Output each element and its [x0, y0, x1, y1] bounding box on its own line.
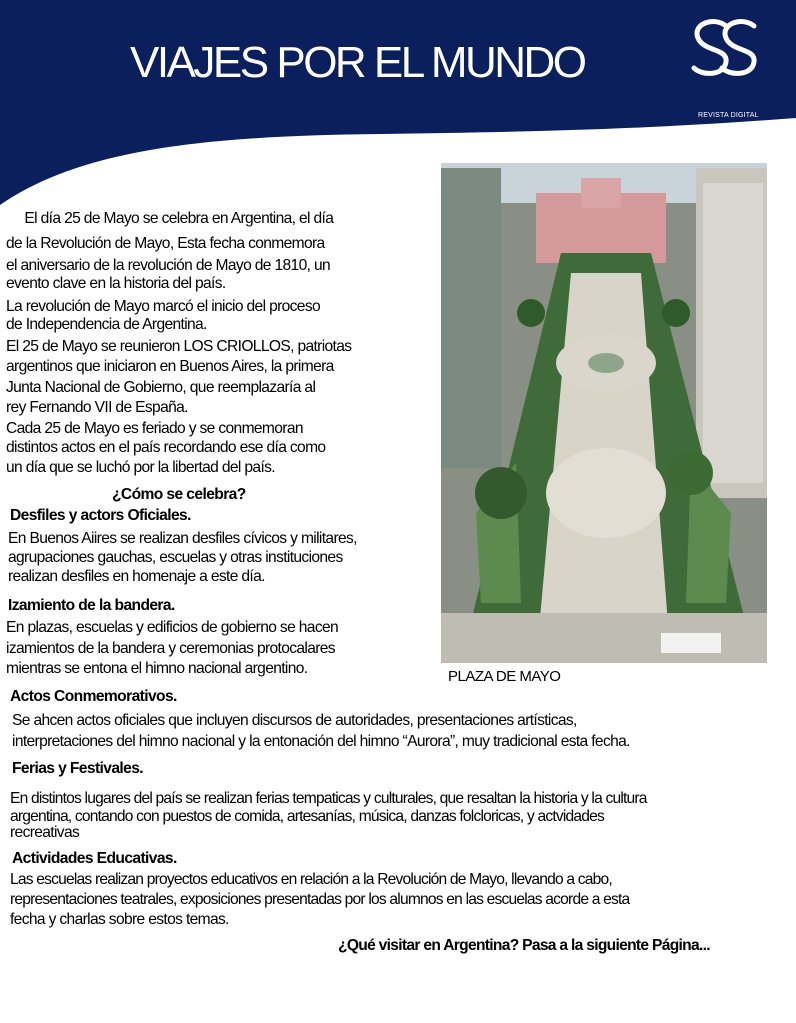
educativas-line: representaciones teatrales, exposiciones presentadas por los alumnos en las escuelas acorde a esta: [10, 891, 630, 908]
educativas-line: Las escuelas realizan proyectos educativos en relación a la Revolución de Mayo, llevando a cabo,: [10, 871, 612, 888]
educativas-line: fecha y charlas sobre estos temas.: [10, 911, 229, 928]
photo-caption: PLAZA DE MAYO: [448, 668, 561, 685]
intro-line: de la Revolución de Mayo, Esta fecha conmemora: [6, 235, 325, 252]
section-heading-desfiles: Desfiles y actors Oficiales.: [10, 507, 191, 524]
section-heading-educativas: Actividades Educativas.: [12, 850, 177, 867]
intro-line: argentinos que iniciaron en Buenos Aires, la primera: [6, 358, 334, 375]
intro-line: de Independencia de Argentina.: [6, 316, 207, 333]
section-question: ¿Cómo se celebra?: [112, 486, 246, 503]
intro-line: evento clave en la historia del país.: [6, 275, 226, 292]
intro-line: El 25 de Mayo se reunieron LOS CRIOLLOS, patriotas: [6, 338, 352, 355]
intro-line: La revolución de Mayo marcó el inicio del proceso: [6, 298, 320, 315]
desfiles-line: En Buenos Aiires se realizan desfiles cívicos y militares,: [8, 530, 357, 547]
desfiles-line: realizan desfiles en homenaje a este día.: [8, 568, 265, 585]
tagline: REVISTA DIGITAL: [698, 112, 759, 119]
section-heading-bandera: Izamiento de la bandera.: [8, 597, 175, 614]
section-heading-ferias: Ferias y Festivales.: [12, 760, 144, 777]
intro-line: Junta Nacional de Gobierno, que reemplazaría al: [6, 379, 316, 396]
ss-logo-icon: [688, 18, 762, 82]
section-heading-actos: Actos Conmemorativos.: [10, 688, 177, 705]
intro-line: el aniversario de la revolución de Mayo de 1810, un: [6, 257, 330, 274]
ferias-line: En distintos lugares del país se realizan ferias tempaticas y culturales, que resaltan la historia y la cultura: [10, 790, 647, 807]
intro-line: El día 25 de Mayo se celebra en Argentina, el día: [6, 210, 334, 227]
bandera-line: En plazas, escuelas y edificios de gobierno se hacen: [6, 619, 339, 636]
ferias-line: recreativas: [10, 824, 80, 841]
desfiles-line: agrupaciones gauchas, escuelas y otras instituciones: [8, 549, 343, 566]
plaza-de-mayo-photo: [441, 163, 767, 663]
bandera-line: mientras se entona el himno nacional argentino.: [6, 660, 308, 677]
next-page-cta: ¿Qué visitar en Argentina? Pasa a la siguiente Página...: [338, 937, 710, 954]
intro-line: un día que se luchó por la libertad del país.: [6, 459, 275, 476]
intro-line: Cada 25 de Mayo es feriado y se conmemoran: [6, 420, 303, 437]
intro-line: rey Fernando VII de España.: [6, 399, 188, 416]
page-title: VIAJES POR EL MUNDO: [130, 38, 585, 87]
actos-line: interpretaciones del himno nacional y la entonación del himno “Aurora”, muy tradicional esta fecha.: [12, 733, 630, 750]
actos-line: Se ahcen actos oficiales que incluyen discursos de autoridades, presentaciones artísticas,: [12, 712, 577, 729]
ferias-line: argentina, contando con puestos de comida, artesanías, música, danzas folcloricas, y actvidades: [10, 808, 605, 825]
intro-line: distintos actos en el país recordando ese día como: [6, 439, 326, 456]
bandera-line: izamientos de la bandera y ceremonias protocalares: [6, 640, 335, 657]
